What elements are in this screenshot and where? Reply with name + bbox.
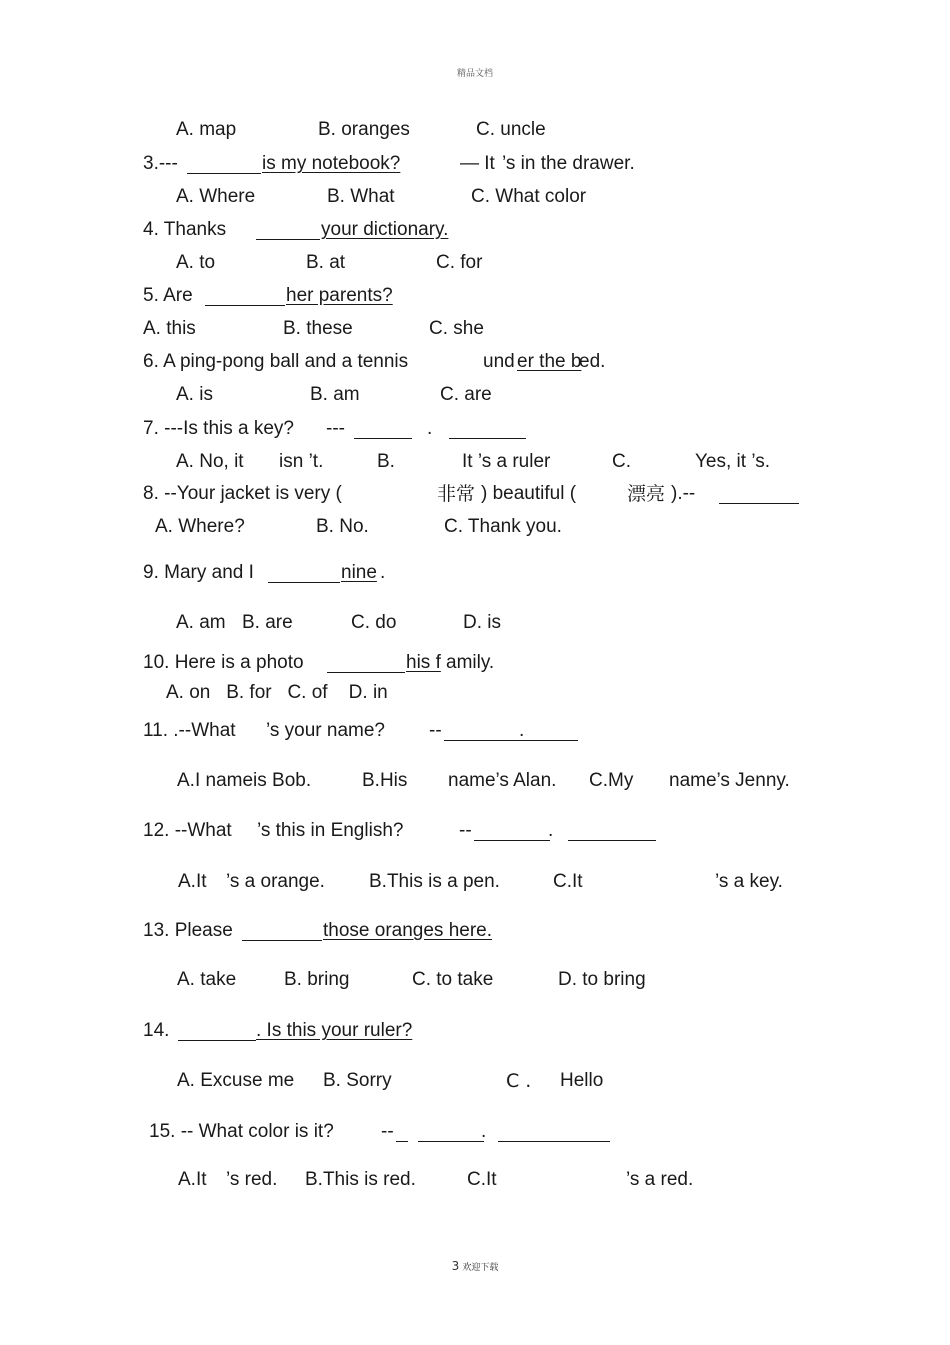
q12-option-c: C.It: [553, 871, 583, 892]
q9-rest: nine: [341, 562, 377, 583]
q13-option-b: B. bring: [284, 969, 350, 990]
q11-option-b: B.His: [362, 770, 408, 791]
q9-end: .: [380, 562, 386, 583]
q13-blank: [242, 940, 322, 941]
q15-blank: [396, 1141, 408, 1142]
q2-option-a: A. map: [176, 119, 237, 140]
q10-text: 10. Here is a photo: [143, 652, 304, 673]
q13-rest: those oranges here.: [323, 920, 493, 941]
q4-option-a: A. to: [176, 252, 216, 273]
q14-option-b: B. Sorry: [323, 1070, 392, 1091]
q12-blank: [474, 840, 550, 841]
footer-text: 欢迎下载: [462, 1263, 499, 1273]
q4-rest: your dictionary.: [321, 219, 449, 240]
q3-answer: — It: [460, 153, 495, 174]
q6-option-b: B. am: [310, 384, 360, 405]
q15-option-a: A.It: [178, 1169, 207, 1190]
q2-option-c: C. uncle: [476, 119, 546, 140]
q12-option-a: A.It: [178, 871, 207, 892]
q6-text: 6. A ping-pong ball and a tennis: [143, 351, 409, 372]
q11-blank: [444, 740, 578, 741]
q11-option-a: A.I nameis Bob.: [177, 770, 312, 791]
q7-blank: [354, 438, 412, 439]
q3-number: 3.---: [143, 153, 178, 174]
q3-answer-rest: ’s in the drawer.: [502, 153, 635, 174]
q14-blank: [178, 1040, 256, 1041]
q4-option-c: C. for: [436, 252, 483, 273]
q15-option-c-rest: ’s a red.: [626, 1169, 694, 1190]
q10-option-list: A. on B. for C. of D. in: [166, 682, 388, 703]
q11-option-c-rest: name’s Jenny.: [669, 770, 790, 791]
q8-end: ).--: [671, 483, 696, 504]
q7-option-a-rest: isn ’t.: [279, 451, 324, 472]
q12-option-b: B.This is a pen.: [369, 871, 500, 892]
page-footer: [0, 1259, 950, 1273]
q10-end: amily.: [446, 652, 495, 673]
q7-option-a: A. No, it: [176, 451, 244, 472]
q4-text: 4. Thanks: [143, 219, 227, 240]
q15-blank-3: [498, 1141, 610, 1142]
q12-text: 12. --What: [143, 820, 232, 841]
q3-option-c: C. What color: [471, 186, 587, 207]
q5-text: 5. Are: [143, 285, 193, 306]
q8-middle: ) beautiful (: [481, 483, 577, 504]
q8-option-c: C. Thank you.: [444, 516, 562, 537]
q5-option-c: C. she: [429, 318, 484, 339]
q11-dash: --: [429, 720, 442, 741]
q12-text-rest: ’s this in English?: [257, 820, 404, 841]
q5-blank: [205, 305, 285, 306]
q3-option-b: B. What: [327, 186, 395, 207]
q14-option-c: C .: [506, 1070, 532, 1092]
q14-rest: . Is this your ruler?: [256, 1020, 413, 1041]
q15-dot: .: [481, 1121, 487, 1142]
q3-option-a: A. Where: [176, 186, 256, 207]
q7-option-c-rest: Yes, it ’s.: [695, 451, 770, 472]
q10-blank: [327, 672, 405, 673]
q12-option-c-rest: ’s a key.: [715, 871, 783, 892]
q4-option-b: B. at: [306, 252, 346, 273]
q8-chinese-2: 漂亮: [627, 483, 666, 505]
q15-option-a-rest: ’s red.: [226, 1169, 278, 1190]
q3-blank: [187, 173, 261, 174]
q14-text: 14.: [143, 1020, 170, 1041]
q5-option-a: A. this: [143, 318, 196, 339]
q4-blank: [256, 239, 320, 240]
page-header: 精品文档: [456, 69, 493, 79]
q5-option-b: B. these: [283, 318, 353, 339]
q10-rest: his f: [406, 652, 441, 673]
q9-option-a: A. am: [176, 612, 226, 633]
q12-option-a-rest: ’s a orange.: [226, 871, 325, 892]
q6-under: und: [483, 351, 515, 372]
q15-option-b: B.This is red.: [305, 1169, 416, 1190]
q6-under-rest: er the b: [517, 351, 582, 372]
q13-option-a: A. take: [177, 969, 237, 990]
q15-dash: --: [381, 1121, 394, 1142]
q9-blank: [268, 582, 340, 583]
q8-chinese-1: 非常: [437, 483, 476, 505]
q6-option-a: A. is: [176, 384, 213, 405]
q7-option-c: C.: [612, 451, 631, 472]
q8-blank: [719, 503, 799, 504]
q5-rest: her parents?: [286, 285, 393, 306]
q9-option-b: B. are: [242, 612, 293, 633]
q15-text: 15. -- What color is it?: [149, 1121, 334, 1142]
q15-option-c: C.It: [467, 1169, 497, 1190]
q7-option-b-rest: It ’s a ruler: [462, 451, 551, 472]
q14-option-a: A. Excuse me: [177, 1070, 295, 1091]
q8-option-b: B. No.: [316, 516, 369, 537]
q11-dot: .: [519, 720, 525, 741]
q7-option-b: B.: [377, 451, 395, 472]
q14-option-c-rest: Hello: [560, 1070, 604, 1091]
q11-text: 11. .--What: [143, 720, 236, 741]
q6-option-c: C. are: [440, 384, 492, 405]
q11-option-b-rest: name’s Alan.: [448, 770, 557, 791]
q7-dash: ---: [326, 418, 345, 439]
q13-text: 13. Please: [143, 920, 233, 941]
q6-end: ed.: [579, 351, 606, 372]
q9-option-d: D. is: [463, 612, 501, 633]
q15-blank-2: [418, 1141, 484, 1142]
q11-text-rest: ’s your name?: [266, 720, 385, 741]
q2-option-b: B. oranges: [318, 119, 410, 140]
q7-blank-2: [449, 438, 526, 439]
q12-dot: .: [548, 820, 554, 841]
q13-option-d: D. to bring: [558, 969, 646, 990]
q7-dot: .: [427, 418, 433, 439]
page-number: 3: [451, 1259, 460, 1273]
q9-text: 9. Mary and I: [143, 562, 254, 583]
q12-blank-2: [568, 840, 656, 841]
q8-text: 8. --Your jacket is very (: [143, 483, 342, 504]
q13-option-c: C. to take: [412, 969, 494, 990]
q8-option-a: A. Where?: [155, 516, 245, 537]
q11-option-c: C.My: [589, 770, 634, 791]
q12-dash: --: [459, 820, 472, 841]
q7-text: 7. ---Is this a key?: [143, 418, 294, 439]
q9-option-c: C. do: [351, 612, 397, 633]
q3-text: is my notebook?: [262, 153, 401, 174]
